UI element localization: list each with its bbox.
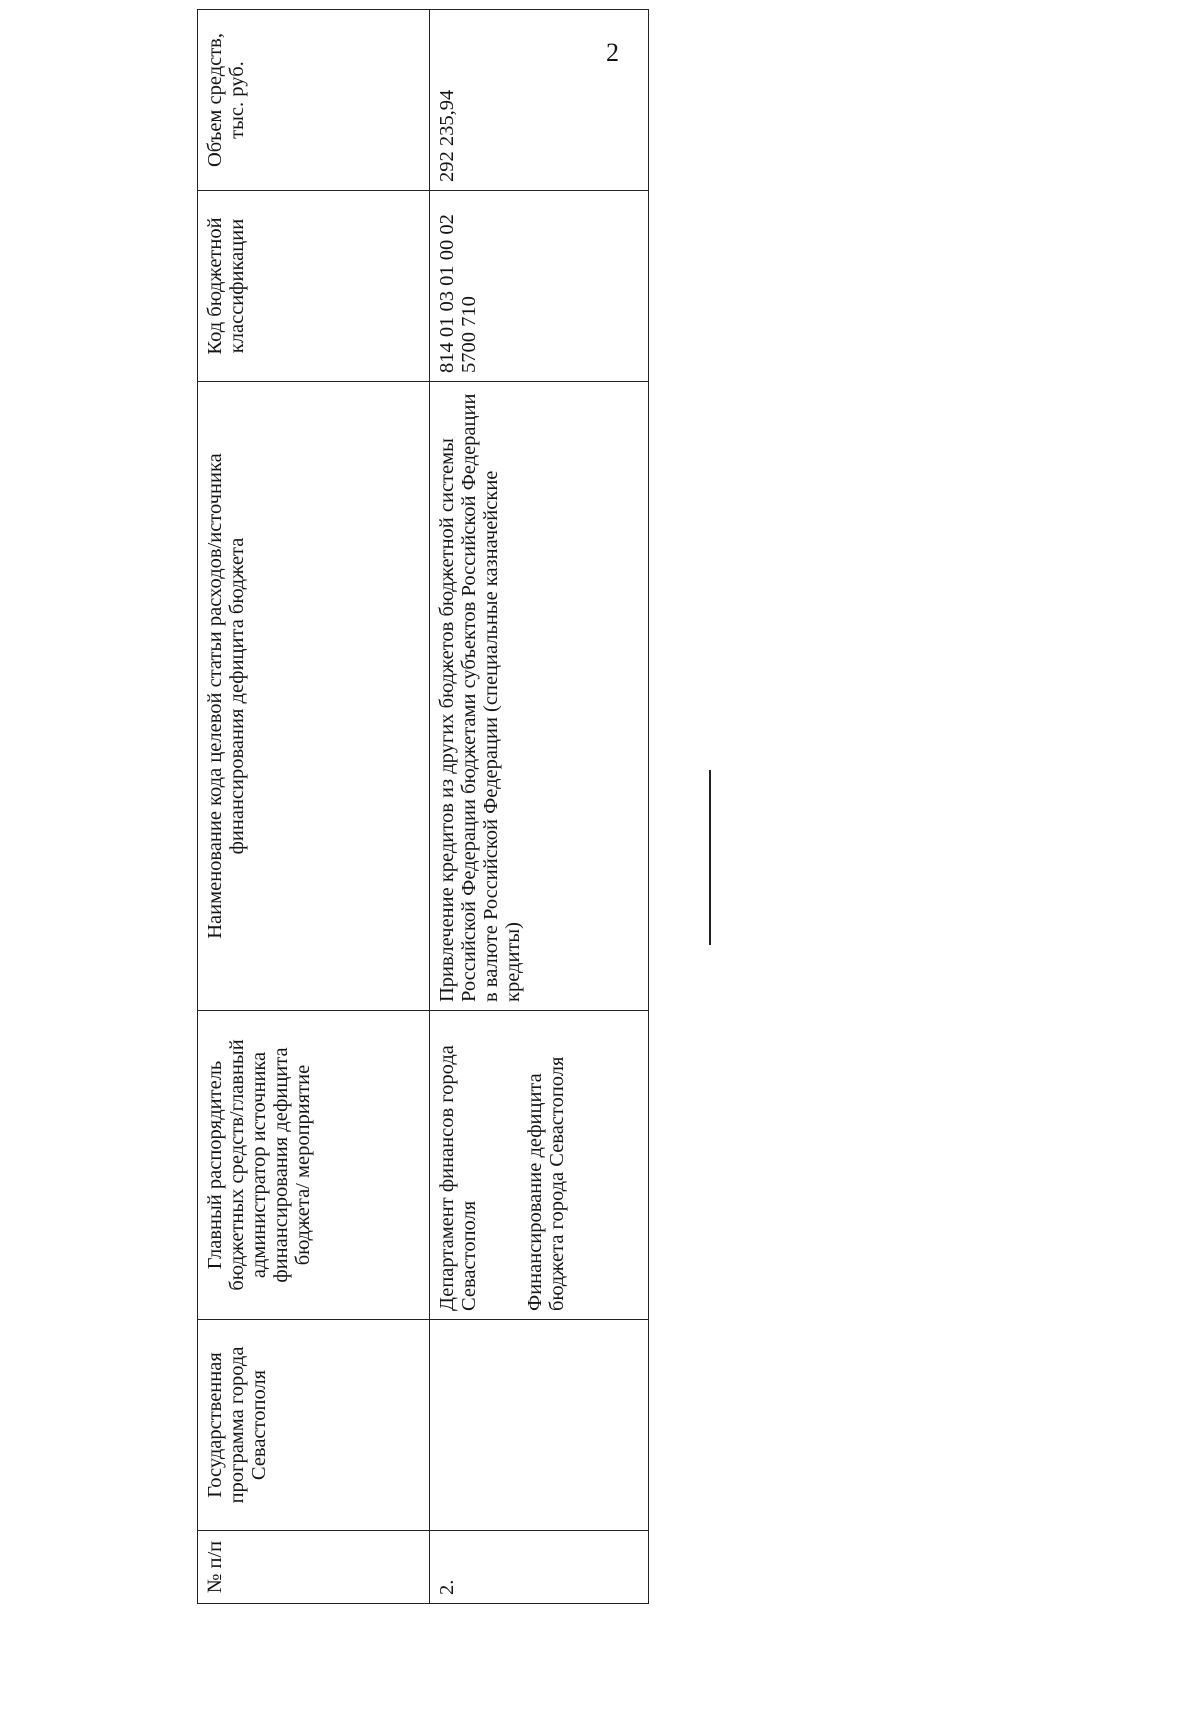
row-code: 814 01 03 01 00 02 5700 710 [430,191,649,382]
table-row [430,10,649,1604]
header-code: Код бюджетной классификации [198,191,430,382]
row-name: Привлечение кредитов из других бюджетов бюджетной системы Российской Федерации бюджетами субъектов Российской Федерации в валюте Российской Федерации (специальные казначейские кредиты) [430,382,649,1011]
row-administrator-cell [430,1011,649,1320]
page-number: 2 [606,38,619,67]
header-amount: Объем средств, тыс. руб. [198,10,430,191]
header-administrator: Главный распорядитель бюджетных средств/главный администратор источника финансирования дефицита бюджета/ мероприятие [198,1011,430,1320]
budget-table [197,9,649,1604]
header-num: № п/п [198,1531,430,1604]
header-name: Наименование кода целевой статьи расходов/источника финансирования дефицита бюджета [198,382,430,1011]
row-num: 2. [430,1531,649,1604]
row-measure: Финансирование дефицита бюджета города Севастополя [524,1056,568,1311]
cell-spacer [480,1019,524,1311]
row-program [430,1320,649,1531]
budget-table-rotated [197,33,649,1604]
row-amount: 292 235,94 [430,10,649,191]
row-administrator: Департамент финансов города Севастополя [436,1045,480,1311]
header-program: Государственная программа города Севастополя [198,1320,430,1531]
table-header-row [198,10,430,1604]
document-end-line [709,770,711,945]
